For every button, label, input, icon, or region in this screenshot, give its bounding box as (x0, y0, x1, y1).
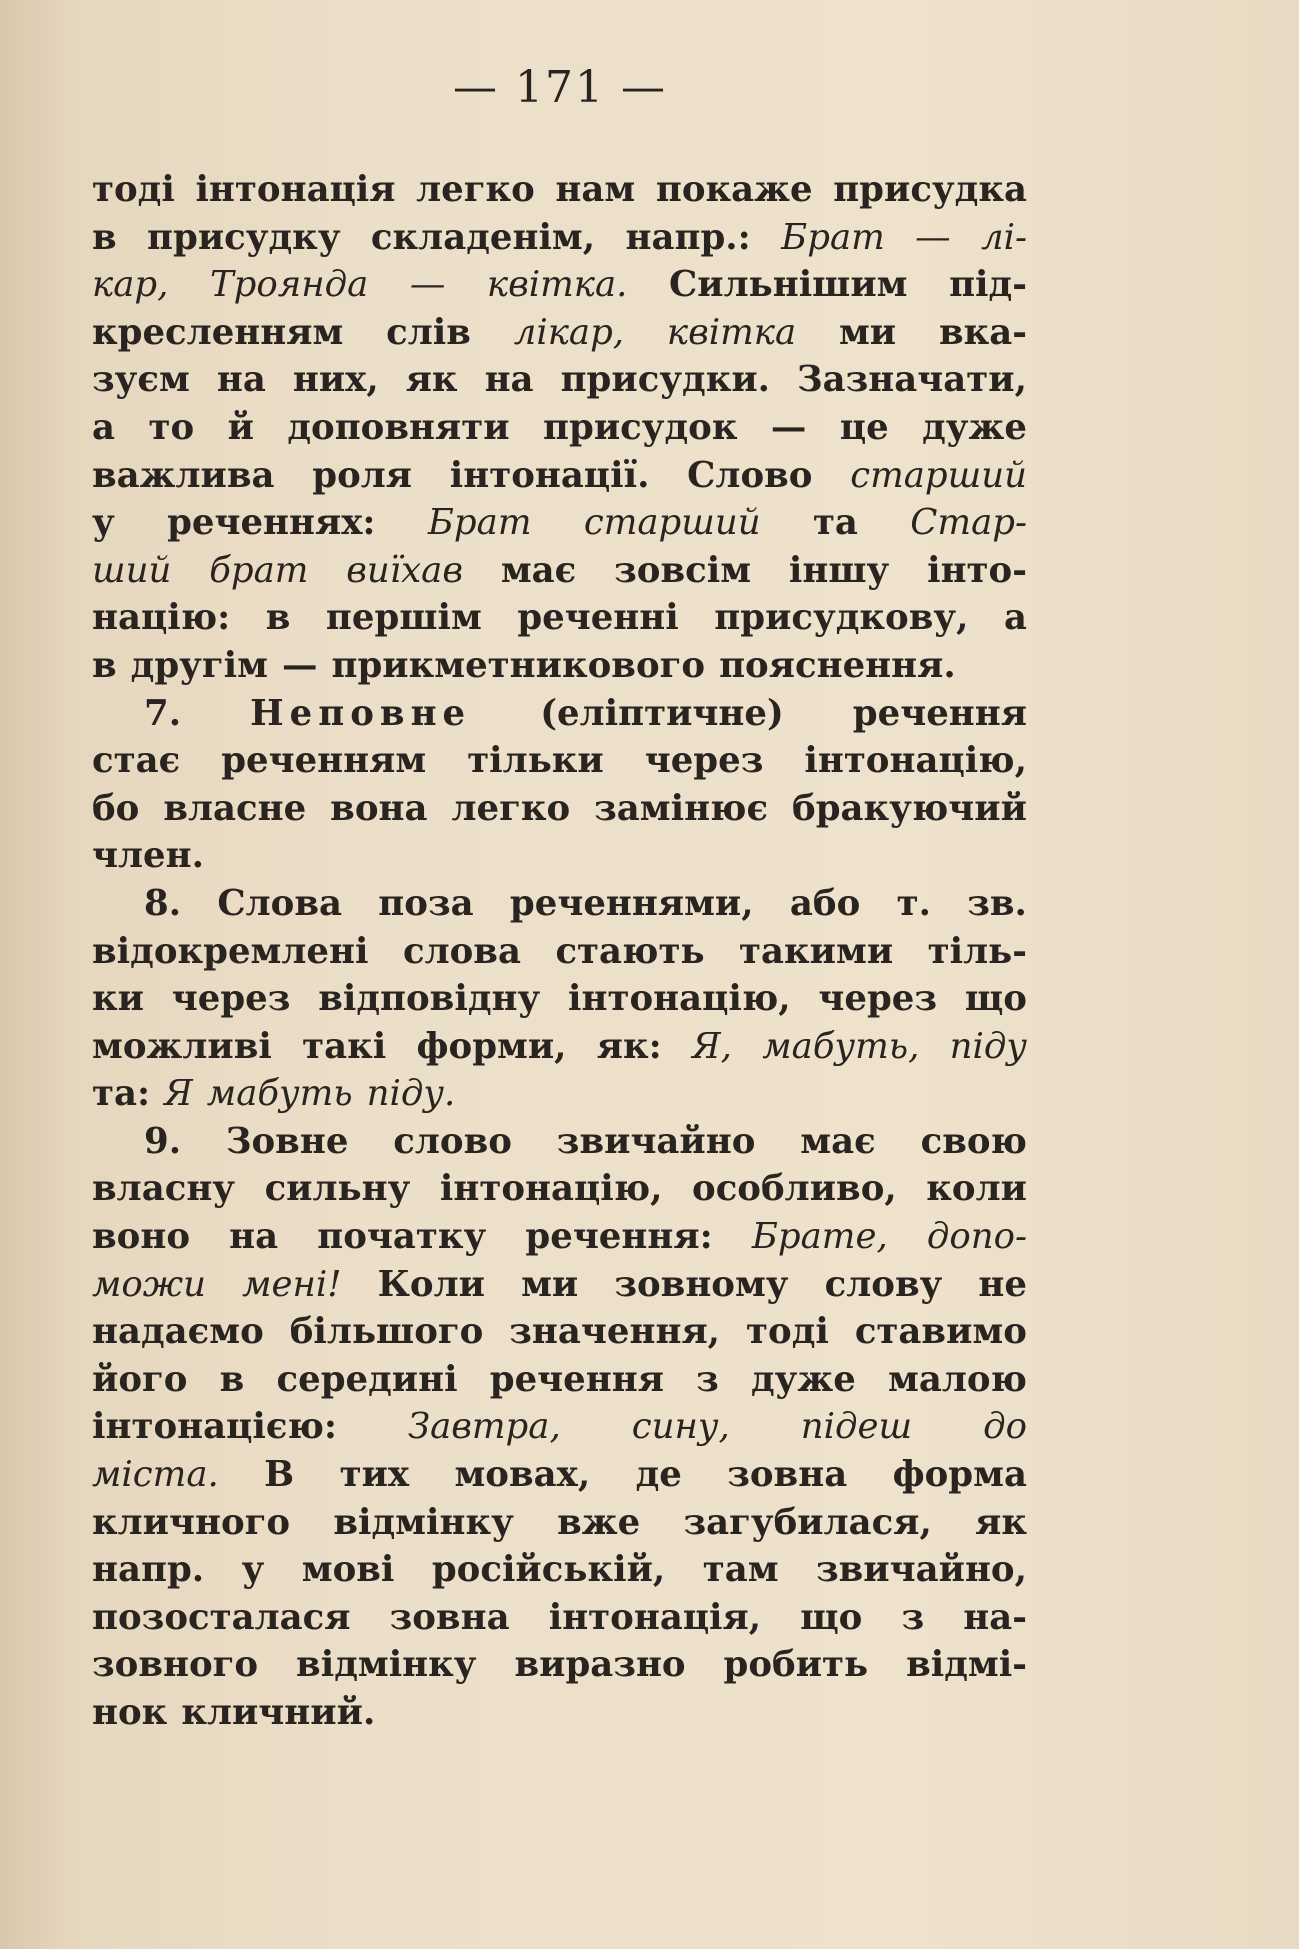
text-line (92, 928, 1027, 976)
word: робить (723, 1644, 869, 1686)
word: в (92, 216, 117, 258)
text-line (92, 1403, 1027, 1451)
word: або (789, 882, 861, 924)
word: відокремлені (92, 930, 369, 972)
text-line (92, 1356, 1027, 1404)
word: інтонація, (548, 1596, 762, 1638)
word: не (978, 1263, 1027, 1305)
word: та: (92, 1073, 151, 1115)
word: кличний. (181, 1692, 376, 1733)
text-line (92, 975, 1027, 1023)
word: роля (312, 454, 413, 496)
word: тіль- (927, 930, 1027, 972)
word: 8. (144, 882, 182, 924)
word: свою (920, 1120, 1027, 1162)
italic-word: можи (92, 1263, 207, 1305)
word: зовсім (614, 549, 752, 591)
text-line (92, 547, 1027, 595)
word: присудок (543, 406, 738, 448)
word: слова (402, 930, 521, 972)
word: речення: (525, 1216, 713, 1258)
word: доповняти (287, 406, 510, 448)
text-line (92, 309, 1027, 357)
italic-word: мені! (242, 1263, 342, 1305)
word: дуже (922, 406, 1027, 448)
word: тоді (92, 169, 175, 210)
word: можливі (92, 1025, 272, 1067)
text-line (92, 1165, 1027, 1213)
italic-word: квітка. (486, 264, 628, 306)
text-line (92, 1118, 1027, 1166)
word: інтонації. (449, 454, 650, 496)
word: власну (92, 1168, 236, 1210)
word: — (770, 406, 807, 448)
word: інтонацією: (92, 1406, 337, 1448)
word: зуєм (92, 359, 190, 401)
word: В (264, 1454, 295, 1496)
page-number: — 171 — (453, 62, 667, 113)
word: зовна (727, 1454, 848, 1496)
word: іншу (788, 549, 890, 591)
word: поза (378, 882, 474, 924)
word: зовна (389, 1596, 510, 1638)
word: першім (325, 597, 482, 639)
text-line (92, 452, 1027, 500)
word: через (818, 978, 938, 1020)
word: у (92, 502, 115, 544)
italic-word: міста. (92, 1454, 219, 1496)
word: речення (489, 1358, 664, 1400)
word: мовах, (454, 1454, 591, 1496)
word: нам (555, 169, 636, 210)
word: на- (963, 1596, 1027, 1638)
word: легко (451, 787, 571, 829)
word: Слово (687, 454, 813, 496)
text-line (92, 1261, 1027, 1309)
word: ми (521, 1263, 579, 1305)
word: коли (926, 1168, 1027, 1210)
word: Слова (217, 882, 342, 924)
word: там (702, 1549, 779, 1591)
word: зв. (967, 882, 1027, 924)
italic-word: до (983, 1406, 1027, 1448)
word: як (975, 1501, 1027, 1543)
text-line (92, 737, 1027, 785)
word: пояснення. (719, 644, 956, 686)
text-line (92, 499, 1027, 547)
text-line (92, 1594, 1027, 1642)
word: Сильнішим (669, 264, 908, 306)
word: покаже (655, 169, 813, 210)
word: початку (317, 1216, 487, 1258)
word: (еліптичне) (540, 692, 784, 734)
word: мові (301, 1549, 395, 1591)
italic-word: лікар, (513, 311, 625, 353)
text-line (92, 1070, 1027, 1118)
word: значення, (509, 1311, 721, 1353)
word: слову (824, 1263, 943, 1305)
word: них, (292, 359, 379, 401)
italic-word: — (409, 264, 446, 306)
word: форма (892, 1454, 1027, 1496)
word: реченнях: (167, 502, 376, 544)
word: то (148, 406, 195, 448)
word: дуже (750, 1358, 856, 1400)
word: кресленням (92, 311, 344, 353)
word: замінює (594, 787, 769, 829)
text-line (92, 1689, 1027, 1737)
word: 7. (144, 692, 182, 734)
word: має (500, 549, 577, 591)
word: малою (887, 1358, 1027, 1400)
italic-word: старший (583, 502, 761, 544)
text-line (92, 166, 1027, 214)
word: стає (92, 740, 181, 782)
italic-word: лі- (981, 216, 1027, 258)
word: Зазначати, (797, 359, 1027, 401)
text-line (92, 785, 1027, 833)
word: інтонація (195, 169, 396, 210)
italic-word: допо- (926, 1216, 1027, 1258)
word: складенім, (370, 216, 596, 258)
word: відмінку (333, 1501, 514, 1543)
word: такими (739, 930, 894, 972)
italic-word: Брат (781, 216, 885, 258)
word: вка- (938, 311, 1027, 353)
word: другім (130, 644, 268, 686)
italic-word: Стар- (910, 502, 1027, 544)
italic-word: ший (92, 549, 172, 591)
italic-word: брат (209, 549, 309, 591)
word: слів (386, 311, 471, 353)
word: речення (852, 692, 1027, 734)
word: т. (896, 882, 931, 924)
word: його (92, 1358, 188, 1400)
word: 9. (144, 1120, 182, 1162)
word: реченнями, (509, 882, 754, 924)
italic-word: підеш (800, 1406, 913, 1448)
word: ми (838, 311, 897, 353)
italic-word: Я, (692, 1025, 732, 1067)
word: має (800, 1120, 876, 1162)
word: присудкову, (714, 597, 969, 639)
word: зовному (614, 1263, 789, 1305)
word: середині (276, 1358, 458, 1400)
word: та (812, 502, 858, 544)
word: інто- (927, 549, 1027, 591)
word: з (696, 1358, 719, 1400)
word: член. (92, 835, 204, 877)
word: на (216, 359, 266, 401)
word: — (281, 644, 318, 686)
text-line (92, 1451, 1027, 1499)
italic-word: Троянда (209, 264, 369, 306)
word: на (484, 359, 534, 401)
word: виразно (514, 1644, 686, 1686)
word: воно (92, 1216, 191, 1258)
word: кличного (92, 1501, 291, 1543)
word: в (92, 644, 117, 686)
word: в (265, 597, 291, 639)
word: а (92, 406, 116, 448)
word: присудку (147, 216, 341, 258)
text-line (92, 1023, 1027, 1071)
text-line (92, 1641, 1027, 1689)
italic-word: піду. (366, 1073, 456, 1115)
word: напр. (92, 1549, 205, 1591)
text-line (92, 832, 1027, 880)
word: де (635, 1454, 682, 1496)
italic-word: Я (164, 1073, 193, 1115)
word: через (644, 740, 764, 782)
italic-word: кар, (92, 264, 169, 306)
text-line (92, 594, 1027, 642)
word: особливо, (692, 1168, 897, 1210)
text-line (92, 261, 1027, 309)
word: відмінку (296, 1644, 477, 1686)
text-line (92, 214, 1027, 262)
word: через (171, 978, 291, 1020)
text-line (92, 356, 1027, 404)
word: російській, (431, 1549, 666, 1591)
italic-word: Завтра, (407, 1406, 561, 1448)
word: присудка (833, 169, 1027, 210)
word: а (1003, 597, 1027, 639)
word: важлива (92, 454, 275, 496)
word: як: (596, 1025, 662, 1067)
italic-word: мабуть, (762, 1025, 920, 1067)
word: відмі- (906, 1644, 1027, 1686)
word: тих (339, 1454, 410, 1496)
word: як (405, 359, 458, 401)
italic-word: піду (949, 1025, 1027, 1067)
word: Неповне (250, 692, 472, 734)
word: на (229, 1216, 279, 1258)
word: позосталася (92, 1596, 351, 1638)
text-line (92, 690, 1027, 738)
word: в (219, 1358, 245, 1400)
text-line (92, 1308, 1027, 1356)
word: нок (92, 1692, 168, 1733)
word: Коли (377, 1263, 485, 1305)
word: напр.: (625, 216, 751, 258)
word: більшого (289, 1311, 484, 1353)
word: тоді (746, 1311, 829, 1353)
word: звичайно (556, 1120, 756, 1162)
word: сильну (264, 1168, 411, 1210)
word: легко (416, 169, 535, 210)
word: відповідну (318, 978, 541, 1020)
word: надаємо (92, 1311, 264, 1353)
text-line (92, 1213, 1027, 1261)
word: націю: (92, 597, 231, 639)
word: слово (393, 1120, 512, 1162)
word: інтонацію, (568, 978, 791, 1020)
word: вона (330, 787, 428, 829)
text-line (92, 880, 1027, 928)
word: загубилася, (683, 1501, 932, 1543)
word: під- (949, 264, 1027, 306)
word: ставимо (854, 1311, 1027, 1353)
word: з (901, 1596, 925, 1638)
word: стають (555, 930, 705, 972)
word: інтонацію, (439, 1168, 663, 1210)
word: реченні (517, 597, 679, 639)
body-text (92, 166, 1027, 1737)
word: у (241, 1549, 265, 1591)
word: такі (302, 1025, 387, 1067)
word: присудки. (560, 359, 771, 401)
word: форми, (416, 1025, 567, 1067)
italic-word: виїхав (346, 549, 463, 591)
word: тільки (467, 740, 604, 782)
word: зовного (92, 1644, 259, 1686)
word: вже (557, 1501, 641, 1543)
text-line (92, 404, 1027, 452)
word: бо (92, 787, 140, 829)
word: звичайно, (815, 1549, 1027, 1591)
word: бракуючий (792, 787, 1027, 829)
italic-word: Брате, (751, 1216, 888, 1258)
word: інтонацію, (804, 740, 1027, 782)
word: й (227, 406, 254, 448)
text-line (92, 642, 1027, 690)
italic-word: мабуть (206, 1073, 353, 1115)
italic-word: сину, (631, 1406, 730, 1448)
italic-word: Брат (427, 502, 532, 544)
word: що (800, 1596, 863, 1638)
word: це (839, 406, 889, 448)
italic-word: квітка (666, 311, 797, 353)
word: власне (163, 787, 307, 829)
word: Зовне (225, 1120, 349, 1162)
text-line (92, 1499, 1027, 1547)
text-line (92, 1546, 1027, 1594)
word: ки (92, 978, 144, 1020)
italic-word: — (915, 216, 951, 258)
word: прикметникового (331, 644, 706, 686)
italic-word: старший (850, 454, 1027, 496)
word: реченням (221, 740, 427, 782)
word: що (964, 978, 1027, 1020)
